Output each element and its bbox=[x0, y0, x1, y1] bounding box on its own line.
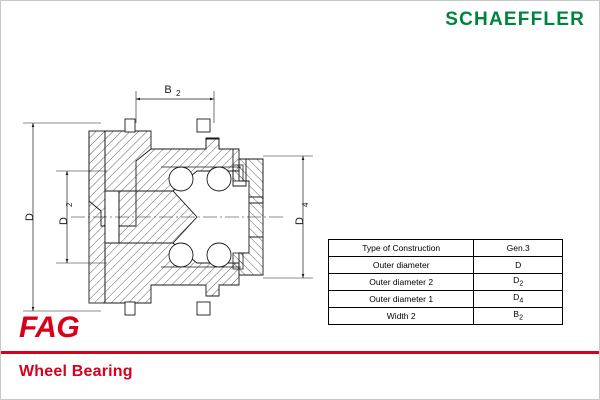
spec-value bbox=[474, 308, 563, 325]
dimension-label-d2: D bbox=[58, 217, 70, 225]
table-row bbox=[329, 308, 563, 325]
table-row bbox=[329, 291, 563, 308]
spec-value-subscript: 2 bbox=[519, 280, 524, 288]
specification-table bbox=[328, 239, 563, 325]
spec-value-text: D bbox=[515, 259, 522, 270]
footer-divider bbox=[1, 351, 600, 354]
spec-value-text: D bbox=[513, 292, 520, 303]
dimension-label-d: D bbox=[24, 213, 36, 221]
spec-value-text: D bbox=[513, 275, 520, 286]
product-category-title: Wheel Bearing bbox=[19, 363, 133, 380]
spec-value-subscript: 4 bbox=[519, 297, 524, 305]
spec-value-text: B bbox=[513, 309, 520, 320]
spec-value bbox=[474, 240, 563, 257]
spec-value bbox=[474, 291, 563, 308]
spec-label: Width 2 bbox=[329, 308, 474, 325]
table-row bbox=[329, 240, 563, 257]
spec-label: Type of Construction bbox=[329, 240, 474, 257]
dimension-label-d2-sub: 2 bbox=[65, 202, 74, 207]
spec-label: Outer diameter 1 bbox=[329, 291, 474, 308]
spec-value-subscript: 2 bbox=[519, 314, 523, 322]
spec-value bbox=[474, 274, 563, 291]
spec-label: Outer diameter 2 bbox=[329, 274, 474, 291]
spec-label: Outer diameter bbox=[329, 257, 474, 274]
dimension-label-d4: D bbox=[294, 217, 306, 225]
table-row bbox=[329, 257, 563, 274]
spec-value-text: Gen.3 bbox=[506, 242, 530, 253]
schaeffler-logo: SCHAEFFLER bbox=[445, 9, 585, 30]
fag-logo: FAG bbox=[19, 311, 80, 344]
dimension-label-d4-sub: 4 bbox=[301, 202, 310, 207]
table-row bbox=[329, 274, 563, 291]
dimension-label-b2: B bbox=[164, 84, 172, 96]
spec-value bbox=[474, 257, 563, 274]
dimension-label-b2-sub: 2 bbox=[176, 89, 181, 98]
